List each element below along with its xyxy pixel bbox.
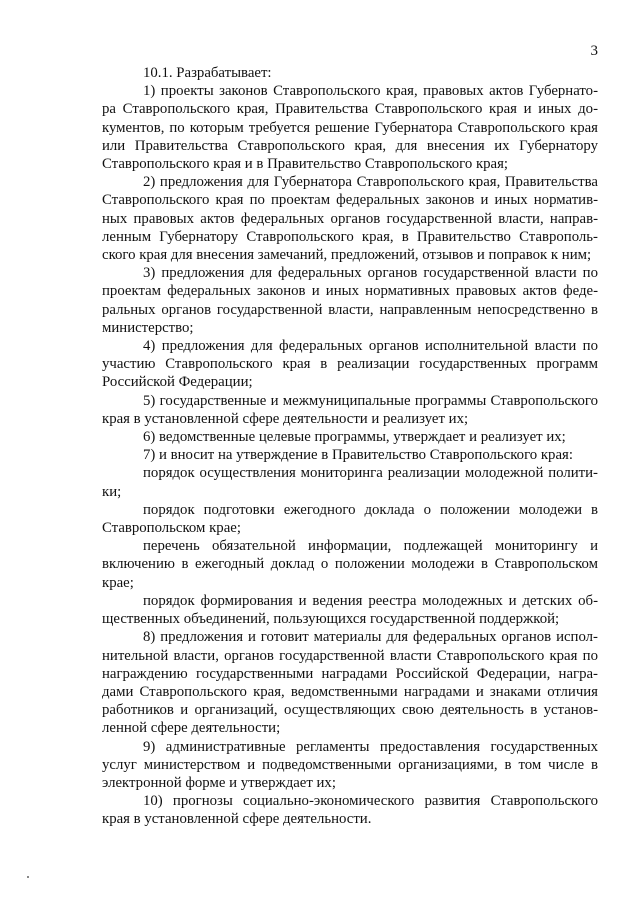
text-line: Ставропольского края по проектам федеральных законов и иных норматив- [102, 192, 598, 209]
text-line: включению в ежегодный доклад о положении молодежи в Ставропольском [102, 556, 598, 573]
text-line: 7) и вносит на утверждение в Правительство Ставропольского края: [143, 447, 573, 464]
text-line: министерство; [102, 319, 194, 336]
text-line: 4) предложения для федеральных органов исполнительной власти по [143, 338, 598, 355]
text-line: 10) прогнозы социально-экономического развития Ставропольского [143, 793, 598, 810]
paragraph-p2 [102, 173, 598, 264]
text-line: Российской Федерации; [102, 374, 253, 391]
text-line: проектам федеральных законов и иных нормативных правовых актов феде- [102, 283, 598, 300]
text-line: 9) административные регламенты предоставления государственных [143, 738, 598, 755]
paragraph-p0 [102, 64, 598, 82]
text-line: или Правительства Ставропольского края, для внесения их Губернатору [102, 137, 598, 154]
text-line: щественных объединений, пользующихся государственной поддержкой; [102, 611, 560, 628]
text-line: перечень обязательной информации, подлежащей мониторингу и [143, 538, 598, 555]
text-line: края в установленной сфере деятельности и реализует их; [102, 410, 469, 427]
text-line: 2) предложения для Губернатора Ставропольского края, Правительства [143, 174, 598, 191]
paragraph-p12 [102, 628, 598, 737]
text-line: кументов, по которым требуется решение Губернатора Ставропольского края [102, 119, 598, 136]
text-line: участию Ставропольского края в реализации государственных программ [102, 356, 598, 373]
text-line: 3) предложения для федеральных органов государственной власти по [143, 265, 598, 282]
text-line: ленной сфере деятельности; [102, 720, 281, 737]
text-line: нительной власти, органов государственной власти Ставропольского края по [102, 647, 598, 664]
paragraph-p9 [102, 501, 598, 537]
text-line: ных правовых актов федеральных органов государственной власти, направ- [102, 210, 598, 227]
text-line: ральных органов государственной власти, направленным непосредственно в [102, 301, 598, 318]
text-line: 6) ведомственные целевые программы, утверждает и реализует их; [143, 429, 566, 446]
text-line: дами Ставропольского края, ведомственными наградами и знаками отличия [102, 683, 598, 700]
text-line: порядок формирования и ведения реестра молодежных и детских об- [143, 592, 598, 609]
text-line: 8) предложения и готовит материалы для федеральных органов испол- [143, 629, 598, 646]
paragraph-p10 [102, 537, 598, 592]
text-line: ленным Губернатору Ставропольского края, в Правительство Ставрополь- [102, 228, 598, 245]
paragraph-p13 [102, 738, 598, 793]
document-body [102, 64, 598, 829]
text-line: ра Ставропольского края, Правительства Ставропольского края и иных до- [102, 101, 598, 118]
paragraph-p7 [102, 446, 598, 464]
text-line: 5) государственные и межмуниципальные программы Ставропольского [143, 392, 598, 409]
text-line: 1) проекты законов Ставропольского края, правовых актов Губернато- [143, 83, 598, 100]
text-line: ки; [102, 483, 122, 500]
paragraph-p1 [102, 82, 598, 173]
text-line: крае; [102, 574, 134, 591]
text-line: ского края для внесения замечаний, предложений, отзывов и поправок к ним; [102, 247, 592, 264]
text-line: услуг министерством и подведомственными организациями, в том числе в [102, 756, 598, 773]
text-line: края в установленной сфере деятельности. [102, 811, 372, 828]
paragraph-p6 [102, 428, 598, 446]
text-line: Ставропольского края и в Правительство Ставропольского края; [102, 156, 509, 173]
text-line: 10.1. Разрабатывает: [143, 65, 272, 81]
text-line: порядок осуществления мониторинга реализации молодежной полити- [143, 465, 598, 482]
text-line: награждению государственными наградами Российской Федерации, награ- [102, 665, 598, 682]
text-line: работников и организаций, осуществляющих свою деятельность в установ- [102, 702, 598, 719]
paragraph-p14 [102, 792, 598, 828]
paragraph-p4 [102, 337, 598, 392]
page-number: 3 [590, 43, 598, 59]
paragraph-p3 [102, 264, 598, 337]
paragraph-p8 [102, 464, 598, 500]
text-line: порядок подготовки ежегодного доклада о положении молодежи в [143, 501, 598, 518]
scan-speck [27, 876, 29, 878]
paragraph-p5 [102, 392, 598, 428]
text-line: электронной форме и утверждает их; [102, 774, 336, 791]
text-line: Ставропольском крае; [102, 520, 241, 537]
paragraph-p11 [102, 592, 598, 628]
